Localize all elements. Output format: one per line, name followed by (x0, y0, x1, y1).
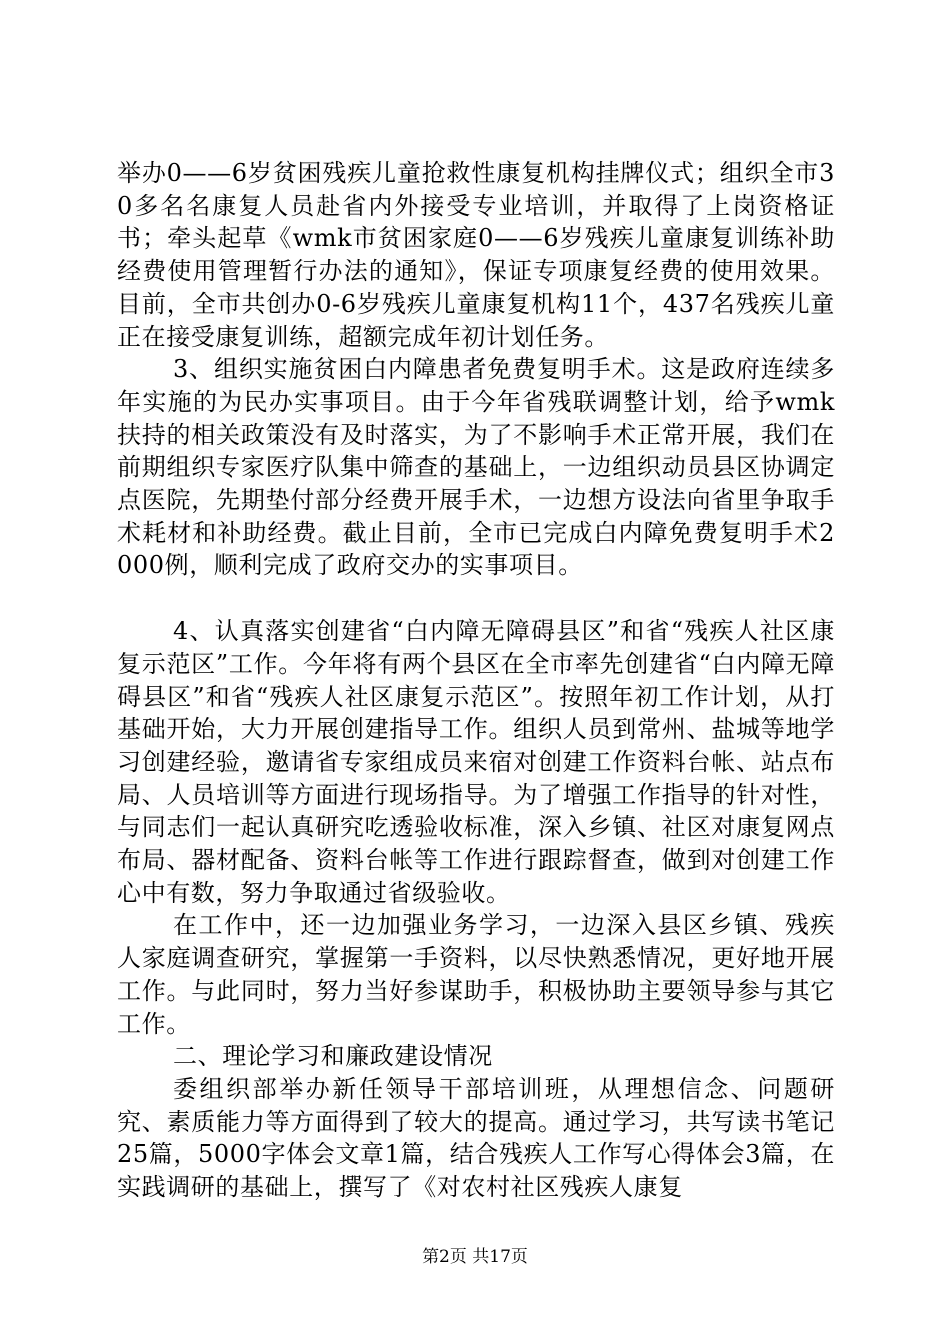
paragraph-continuation: 举办0——6岁贫困残疾儿童抢救性康复机构挂牌仪式；组织全市30多名名康复人员赴省内外接受专业培训，并取得了上岗资格证书；牵头起草《wmk市贫困家庭0——6岁残疾儿童康复训练补助经费使用管理暂行办法的通知》，保证专项康复经费的使用效果。目前，全市共创办0-6岁残疾儿童康复机构11个，437名残疾儿童正在接受康复训练，超额完成年初计划任务。 (117, 159, 835, 351)
paragraph-cataract-surgery: 3、组织实施贫困白内障患者免费复明手术。这是政府连续多年实施的为民办实事项目。由于今年省残联调整计划，给予wmk扶持的相关政策没有及时落实，为了不影响手术正常开展，我们在前期组织专家医疗队集中筛查的基础上，一边组织动员县区协调定点医院，先期垫付部分经费开展手术，一边想方设法向省里争取手术耗材和补助经费。截止目前，全市已完成白内障免费复明手术2000例，顺利完成了政府交办的实事项目。 (117, 355, 835, 580)
paragraph-barrier-free-county: 4、认真落实创建省“白内障无障碍县区”和省“残疾人社区康复示范区”工作。今年将有两个县区在全市率先创建省“白内障无障碍县区”和省“残疾人社区康复示范区”。按照年初工作计划，从打基础开始，大力开展创建指导工作。组织人员到常州、盐城等地学习创建经验，邀请省专家组成员来宿对创建工作资料台帐、站点布局、人员培训等方面进行现场指导。为了增强工作指导的针对性，与同志们一起认真研究吃透验收标准，深入乡镇、社区对康复网点布局、器材配备、资料台帐等工作进行跟踪督查，做到对创建工作心中有数，努力争取通过省级验收。 (117, 617, 835, 907)
paragraph-work-study: 在工作中，还一边加强业务学习，一边深入县区乡镇、残疾人家庭调查研究，掌握第一手资料，以尽快熟悉情况，更好地开展工作。与此同时，努力当好参谋助手，积极协助主要领导参与其它工作。 (117, 911, 835, 1038)
page-number-footer: 第2页 共17页 (422, 1247, 528, 1267)
paragraph-training: 委组织部举办新任领导干部培训班，从理想信念、问题研究、素质能力等方面得到了较大的提高。通过学习，共写读书笔记25篇，5000字体会文章1篇，结合残疾人工作写心得体会3篇，在实践调研的基础上，撰写了《对农村社区残疾人康复 (117, 1074, 835, 1202)
section-heading-theory-study: 二、理论学习和廉政建设情况 (173, 1042, 493, 1071)
document-body (117, 157, 835, 1204)
